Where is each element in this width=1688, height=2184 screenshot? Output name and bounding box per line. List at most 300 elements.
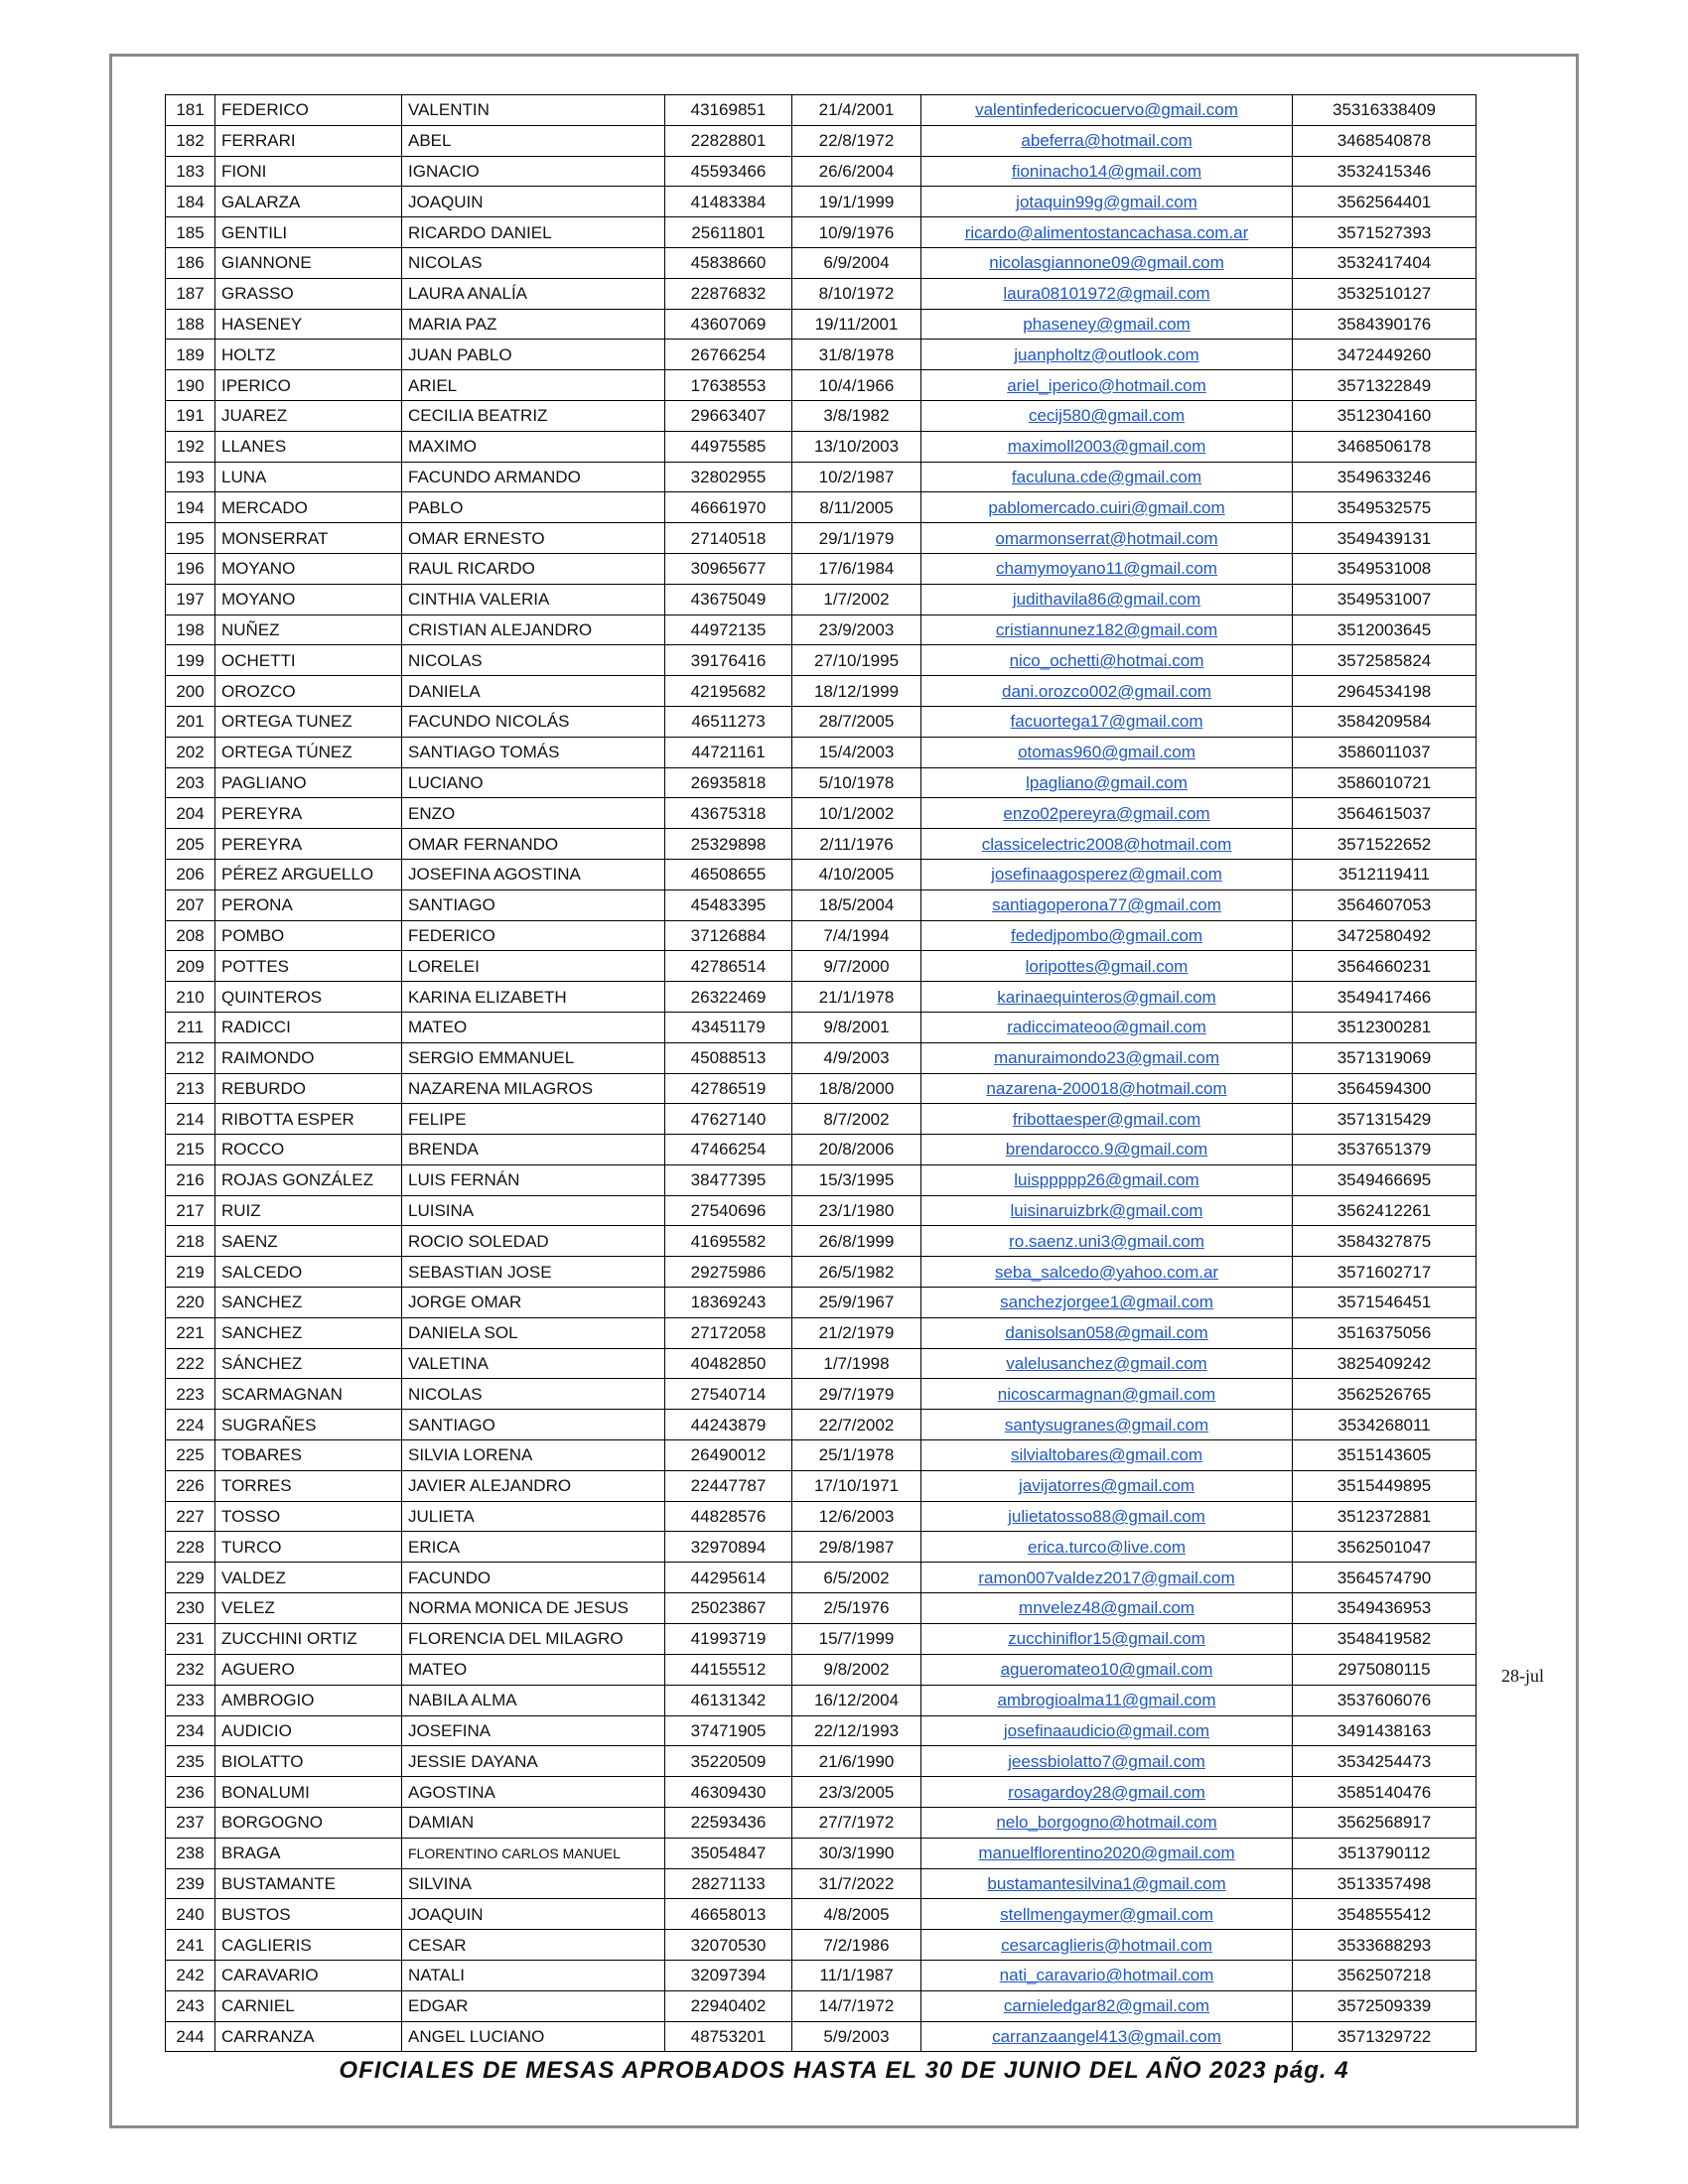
surname-cell: TOSSO [215,1501,402,1532]
first-name-cell: FLORENCIA DEL MILAGRO [402,1623,665,1654]
table-row [166,798,1477,829]
surname-cell: MOYANO [215,553,402,584]
dni-cell: 43675318 [665,798,792,829]
table-row [166,309,1477,340]
surname-cell: RUIZ [215,1195,402,1226]
email-link[interactable]: jotaquin99g@gmail.com [921,187,1293,217]
row-number: 209 [166,951,215,982]
row-number: 222 [166,1348,215,1379]
first-name-cell: KARINA ELIZABETH [402,982,665,1013]
birth-date-cell: 21/6/1990 [792,1746,921,1777]
table-row [166,829,1477,860]
birth-date-cell: 12/6/2003 [792,1501,921,1532]
surname-cell: ORTEGA TUNEZ [215,706,402,737]
birth-date-cell: 7/2/1986 [792,1930,921,1961]
first-name-cell: CINTHIA VALERIA [402,584,665,614]
birth-date-cell: 17/6/1984 [792,553,921,584]
first-name-cell: NABILA ALMA [402,1685,665,1715]
email-link[interactable]: loripottes@gmail.com [921,951,1293,982]
table-row [166,492,1477,523]
email-link[interactable]: faculuna.cde@gmail.com [921,462,1293,492]
surname-cell: GRASSO [215,278,402,309]
phone-cell: 3584209584 [1293,706,1477,737]
email-link[interactable]: fededjpombo@gmail.com [921,920,1293,951]
first-name-cell: DANIELA SOL [402,1317,665,1348]
email-link[interactable]: zucchiniflor15@gmail.com [921,1623,1293,1654]
table-row [166,767,1477,798]
email-link[interactable]: facuortega17@gmail.com [921,706,1293,737]
birth-date-cell: 15/4/2003 [792,737,921,767]
birth-date-cell: 21/1/1978 [792,982,921,1013]
birth-date-cell: 25/1/1978 [792,1440,921,1471]
table-row [166,1410,1477,1440]
table-row [166,951,1477,982]
page-footer: OFICIALES DE MESAS APROBADOS HASTA EL 30 DE JUNIO DEL AÑO 2023 pág. 4 [339,2057,1349,2084]
row-number: 210 [166,982,215,1013]
phone-cell: 3512372881 [1293,1501,1477,1532]
surname-cell: MONSERRAT [215,523,402,554]
birth-date-cell: 16/12/2004 [792,1685,921,1715]
row-number: 199 [166,645,215,676]
phone-cell: 3585140476 [1293,1777,1477,1808]
row-number: 230 [166,1593,215,1624]
surname-cell: CARRANZA [215,2021,402,2052]
row-number: 208 [166,920,215,951]
row-number: 191 [166,400,215,431]
email-link[interactable]: carnieledgar82@gmail.com [921,1990,1293,2021]
surname-cell: BUSTOS [215,1899,402,1930]
table-row [166,95,1477,126]
surname-cell: OCHETTI [215,645,402,676]
first-name-cell: SEBASTIAN JOSE [402,1257,665,1288]
email-link[interactable]: manuraimondo23@gmail.com [921,1042,1293,1073]
birth-date-cell: 18/12/1999 [792,676,921,707]
phone-cell: 3512304160 [1293,400,1477,431]
surname-cell: ZUCCHINI ORTIZ [215,1623,402,1654]
surname-cell: MOYANO [215,584,402,614]
email-link[interactable]: laura08101972@gmail.com [921,278,1293,309]
email-link[interactable]: rosagardoy28@gmail.com [921,1777,1293,1808]
table-row [166,553,1477,584]
surname-cell: REBURDO [215,1073,402,1104]
birth-date-cell: 27/10/1995 [792,645,921,676]
table-row [166,1532,1477,1563]
birth-date-cell: 4/10/2005 [792,859,921,889]
email-link[interactable]: nicolasgiannone09@gmail.com [921,247,1293,278]
table-row [166,737,1477,767]
row-number: 185 [166,217,215,248]
table-row [166,400,1477,431]
row-number: 214 [166,1104,215,1135]
dni-cell: 35220509 [665,1746,792,1777]
first-name-cell: IGNACIO [402,156,665,187]
dni-cell: 32970894 [665,1532,792,1563]
birth-date-cell: 2/11/1976 [792,829,921,860]
phone-cell: 3562568917 [1293,1807,1477,1838]
row-number: 193 [166,462,215,492]
first-name-cell: DANIELA [402,676,665,707]
dni-cell: 40482850 [665,1348,792,1379]
email-link[interactable]: jeessbiolatto7@gmail.com [921,1746,1293,1777]
table-row [166,1288,1477,1318]
first-name-cell: LUISINA [402,1195,665,1226]
surname-cell: PAGLIANO [215,767,402,798]
birth-date-cell: 13/10/2003 [792,431,921,462]
email-link[interactable]: valelusanchez@gmail.com [921,1348,1293,1379]
email-link[interactable]: agueromateo10@gmail.com [921,1655,1293,1686]
dni-cell: 47627140 [665,1104,792,1135]
birth-date-cell: 31/7/2022 [792,1868,921,1899]
side-note-date: 28-jul [1501,1666,1544,1686]
dni-cell: 32070530 [665,1930,792,1961]
email-link[interactable]: ro.saenz.uni3@gmail.com [921,1226,1293,1257]
table-row [166,1990,1477,2021]
email-link[interactable]: josefinaagosperez@gmail.com [921,859,1293,889]
email-link[interactable]: radiccimateoo@gmail.com [921,1012,1293,1042]
first-name-cell: NICOLAS [402,247,665,278]
surname-cell: SANCHEZ [215,1288,402,1318]
phone-cell: 3491438163 [1293,1715,1477,1746]
phone-cell: 3571527393 [1293,217,1477,248]
email-link[interactable]: enzo02pereyra@gmail.com [921,798,1293,829]
first-name-cell: OMAR ERNESTO [402,523,665,554]
surname-cell: SUGRAÑES [215,1410,402,1440]
table-row [166,1164,1477,1195]
dni-cell: 46309430 [665,1777,792,1808]
phone-cell: 3512003645 [1293,614,1477,645]
email-link[interactable]: julietatosso88@gmail.com [921,1501,1293,1532]
email-link[interactable]: nelo_borgogno@hotmail.com [921,1807,1293,1838]
email-link[interactable]: ariel_iperico@hotmail.com [921,370,1293,401]
first-name-cell: LORELEI [402,951,665,982]
table-row [166,1348,1477,1379]
first-name-cell: JAVIER ALEJANDRO [402,1470,665,1501]
dni-cell: 30965677 [665,553,792,584]
phone-cell: 3562412261 [1293,1195,1477,1226]
dni-cell: 44972135 [665,614,792,645]
table-row [166,676,1477,707]
email-link[interactable]: silvialtobares@gmail.com [921,1440,1293,1471]
surname-cell: TURCO [215,1532,402,1563]
dni-cell: 43451179 [665,1012,792,1042]
table-row [166,1501,1477,1532]
dni-cell: 35054847 [665,1838,792,1868]
first-name-cell: CRISTIAN ALEJANDRO [402,614,665,645]
first-name-cell: MAXIMO [402,431,665,462]
dni-cell: 44295614 [665,1563,792,1593]
birth-date-cell: 17/10/1971 [792,1470,921,1501]
dni-cell: 22876832 [665,278,792,309]
email-link[interactable]: lpagliano@gmail.com [921,767,1293,798]
phone-cell: 3584327875 [1293,1226,1477,1257]
birth-date-cell: 26/5/1982 [792,1257,921,1288]
row-number: 201 [166,706,215,737]
email-link[interactable]: santiagoperona77@gmail.com [921,889,1293,920]
surname-cell: RAIMONDO [215,1042,402,1073]
first-name-cell: SILVIA LORENA [402,1440,665,1471]
email-link[interactable]: cecij580@gmail.com [921,400,1293,431]
table-row [166,1042,1477,1073]
email-link[interactable]: nico_ochetti@hotmai.com [921,645,1293,676]
email-link[interactable]: ramon007valdez2017@gmail.com [921,1563,1293,1593]
surname-cell: VALDEZ [215,1563,402,1593]
row-number: 240 [166,1899,215,1930]
birth-date-cell: 31/8/1978 [792,340,921,370]
email-link[interactable]: pablomercado.cuiri@gmail.com [921,492,1293,523]
birth-date-cell: 10/2/1987 [792,462,921,492]
row-number: 203 [166,767,215,798]
table-row [166,217,1477,248]
surname-cell: QUINTEROS [215,982,402,1013]
email-link[interactable]: cristiannunez182@gmail.com [921,614,1293,645]
dni-cell: 26766254 [665,340,792,370]
row-number: 200 [166,676,215,707]
birth-date-cell: 23/3/2005 [792,1777,921,1808]
email-link[interactable]: judithavila86@gmail.com [921,584,1293,614]
row-number: 216 [166,1164,215,1195]
first-name-cell: NATALI [402,1960,665,1990]
email-link[interactable]: javijatorres@gmail.com [921,1470,1293,1501]
table-row [166,614,1477,645]
surname-cell: SCARMAGNAN [215,1379,402,1410]
email-link[interactable]: nati_caravario@hotmail.com [921,1960,1293,1990]
first-name-cell: LUCIANO [402,767,665,798]
dni-cell: 25023867 [665,1593,792,1624]
surname-cell: TORRES [215,1470,402,1501]
email-link[interactable]: otomas960@gmail.com [921,737,1293,767]
row-number: 237 [166,1807,215,1838]
table-row [166,1899,1477,1930]
email-link[interactable]: abeferra@hotmail.com [921,125,1293,156]
email-link[interactable]: danisolsan058@gmail.com [921,1317,1293,1348]
email-link[interactable]: cesarcaglieris@hotmail.com [921,1930,1293,1961]
surname-cell: CARAVARIO [215,1960,402,1990]
surname-cell: ROCCO [215,1135,402,1165]
row-number: 233 [166,1685,215,1715]
email-link[interactable]: luisinaruizbrk@gmail.com [921,1195,1293,1226]
row-number: 190 [166,370,215,401]
dni-cell: 27172058 [665,1317,792,1348]
table-row [166,1257,1477,1288]
email-link[interactable]: carranzaangel413@gmail.com [921,2021,1293,2052]
surname-cell: NUÑEZ [215,614,402,645]
birth-date-cell: 14/7/1972 [792,1990,921,2021]
first-name-cell: JOAQUIN [402,1899,665,1930]
surname-cell: IPERICO [215,370,402,401]
phone-cell: 3512119411 [1293,859,1477,889]
email-link[interactable]: phaseney@gmail.com [921,309,1293,340]
table-row [166,187,1477,217]
surname-cell: OROZCO [215,676,402,707]
phone-cell: 3562564401 [1293,187,1477,217]
phone-cell: 3571315429 [1293,1104,1477,1135]
phone-cell: 3472449260 [1293,340,1477,370]
first-name-cell: SANTIAGO [402,1410,665,1440]
row-number: 194 [166,492,215,523]
surname-cell: HASENEY [215,309,402,340]
row-number: 235 [166,1746,215,1777]
birth-date-cell: 6/5/2002 [792,1563,921,1593]
birth-date-cell: 11/1/1987 [792,1960,921,1990]
first-name-cell: FACUNDO [402,1563,665,1593]
dni-cell: 46661970 [665,492,792,523]
birth-date-cell: 9/8/2001 [792,1012,921,1042]
email-link[interactable]: karinaequinteros@gmail.com [921,982,1293,1013]
row-number: 226 [166,1470,215,1501]
row-number: 211 [166,1012,215,1042]
email-link[interactable]: fribottaesper@gmail.com [921,1104,1293,1135]
email-link[interactable]: juanpholtz@outlook.com [921,340,1293,370]
dni-cell: 44243879 [665,1410,792,1440]
email-link[interactable]: omarmonserrat@hotmail.com [921,523,1293,554]
row-number: 198 [166,614,215,645]
dni-cell: 45088513 [665,1042,792,1073]
phone-cell: 3571329722 [1293,2021,1477,2052]
first-name-cell: ERICA [402,1532,665,1563]
dni-cell: 42786519 [665,1073,792,1104]
dni-cell: 43607069 [665,309,792,340]
email-link[interactable]: fioninacho14@gmail.com [921,156,1293,187]
email-link[interactable]: brendarocco.9@gmail.com [921,1135,1293,1165]
birth-date-cell: 25/9/1967 [792,1288,921,1318]
table-row [166,1623,1477,1654]
first-name-cell: OMAR FERNANDO [402,829,665,860]
dni-cell: 45593466 [665,156,792,187]
first-name-cell: JORGE OMAR [402,1288,665,1318]
email-link[interactable]: erica.turco@live.com [921,1532,1293,1563]
dni-cell: 22447787 [665,1470,792,1501]
email-link[interactable]: stellmengaymer@gmail.com [921,1899,1293,1930]
email-link[interactable]: nicoscarmagnan@gmail.com [921,1379,1293,1410]
email-link[interactable]: bustamantesilvina1@gmail.com [921,1868,1293,1899]
birth-date-cell: 10/1/2002 [792,798,921,829]
table-row [166,2021,1477,2052]
phone-cell: 3564574790 [1293,1563,1477,1593]
phone-cell: 3515143605 [1293,1440,1477,1471]
row-number: 223 [166,1379,215,1410]
email-link[interactable]: maximoll2003@gmail.com [921,431,1293,462]
row-number: 202 [166,737,215,767]
phone-cell: 3548419582 [1293,1623,1477,1654]
surname-cell: CARNIEL [215,1990,402,2021]
row-number: 219 [166,1257,215,1288]
first-name-cell: FEDERICO [402,920,665,951]
email-link[interactable]: nazarena-200018@hotmail.com [921,1073,1293,1104]
row-number: 234 [166,1715,215,1746]
dni-cell: 26322469 [665,982,792,1013]
birth-date-cell: 26/8/1999 [792,1226,921,1257]
birth-date-cell: 29/7/1979 [792,1379,921,1410]
first-name-cell: JOAQUIN [402,187,665,217]
first-name-cell: SANTIAGO [402,889,665,920]
email-link[interactable]: seba_salcedo@yahoo.com.ar [921,1257,1293,1288]
dni-cell: 44828576 [665,1501,792,1532]
dni-cell: 27540696 [665,1195,792,1226]
row-number: 221 [166,1317,215,1348]
table-row [166,523,1477,554]
row-number: 228 [166,1532,215,1563]
email-link[interactable]: sanchezjorgee1@gmail.com [921,1288,1293,1318]
table-row [166,889,1477,920]
email-link[interactable]: luisppppp26@gmail.com [921,1164,1293,1195]
birth-date-cell: 3/8/1982 [792,400,921,431]
email-link[interactable]: dani.orozco002@gmail.com [921,676,1293,707]
table-row [166,982,1477,1013]
phone-cell: 3564594300 [1293,1073,1477,1104]
first-name-cell: JUAN PABLO [402,340,665,370]
dni-cell: 42786514 [665,951,792,982]
email-link[interactable]: santysugranes@gmail.com [921,1410,1293,1440]
birth-date-cell: 22/8/1972 [792,125,921,156]
email-link[interactable]: ricardo@alimentostancachasa.com.ar [921,217,1293,248]
phone-cell: 3532417404 [1293,247,1477,278]
surname-cell: SÁNCHEZ [215,1348,402,1379]
birth-date-cell: 15/3/1995 [792,1164,921,1195]
first-name-cell: BRENDA [402,1135,665,1165]
first-name-cell: SILVINA [402,1868,665,1899]
first-name-cell: NICOLAS [402,645,665,676]
first-name-cell: JOSEFINA AGOSTINA [402,859,665,889]
phone-cell: 3548555412 [1293,1899,1477,1930]
surname-cell: PEREYRA [215,798,402,829]
phone-cell: 3562501047 [1293,1532,1477,1563]
surname-cell: JUAREZ [215,400,402,431]
email-link[interactable]: mnvelez48@gmail.com [921,1593,1293,1624]
table-row [166,1012,1477,1042]
row-number: 181 [166,95,215,126]
email-link[interactable]: chamymoyano11@gmail.com [921,553,1293,584]
row-number: 183 [166,156,215,187]
row-number: 189 [166,340,215,370]
first-name-cell: JULIETA [402,1501,665,1532]
first-name-cell: MATEO [402,1012,665,1042]
table-row [166,706,1477,737]
email-link[interactable]: ambrogioalma11@gmail.com [921,1685,1293,1715]
first-name-cell: LAURA ANALÍA [402,278,665,309]
first-name-cell: AGOSTINA [402,1777,665,1808]
email-link[interactable]: manuelflorentino2020@gmail.com [921,1838,1293,1868]
birth-date-cell: 22/12/1993 [792,1715,921,1746]
phone-cell: 3537651379 [1293,1135,1477,1165]
dni-cell: 48753201 [665,2021,792,2052]
row-number: 184 [166,187,215,217]
phone-cell: 3549417466 [1293,982,1477,1013]
email-link[interactable]: josefinaaudicio@gmail.com [921,1715,1293,1746]
birth-date-cell: 10/4/1966 [792,370,921,401]
dni-cell: 43675049 [665,584,792,614]
phone-cell: 3533688293 [1293,1930,1477,1961]
table-row [166,462,1477,492]
birth-date-cell: 5/10/1978 [792,767,921,798]
dni-cell: 26935818 [665,767,792,798]
surname-cell: GIANNONE [215,247,402,278]
birth-date-cell: 8/10/1972 [792,278,921,309]
birth-date-cell: 4/9/2003 [792,1042,921,1073]
phone-cell: 3549633246 [1293,462,1477,492]
phone-cell: 3549531008 [1293,553,1477,584]
first-name-cell: VALENTIN [402,95,665,126]
row-number: 243 [166,1990,215,2021]
email-link[interactable]: valentinfedericocuervo@gmail.com [921,95,1293,126]
first-name-cell: JESSIE DAYANA [402,1746,665,1777]
dni-cell: 26490012 [665,1440,792,1471]
birth-date-cell: 21/2/1979 [792,1317,921,1348]
row-number: 206 [166,859,215,889]
dni-cell: 45483395 [665,889,792,920]
birth-date-cell: 8/7/2002 [792,1104,921,1135]
table-row [166,278,1477,309]
email-link[interactable]: classicelectric2008@hotmail.com [921,829,1293,860]
